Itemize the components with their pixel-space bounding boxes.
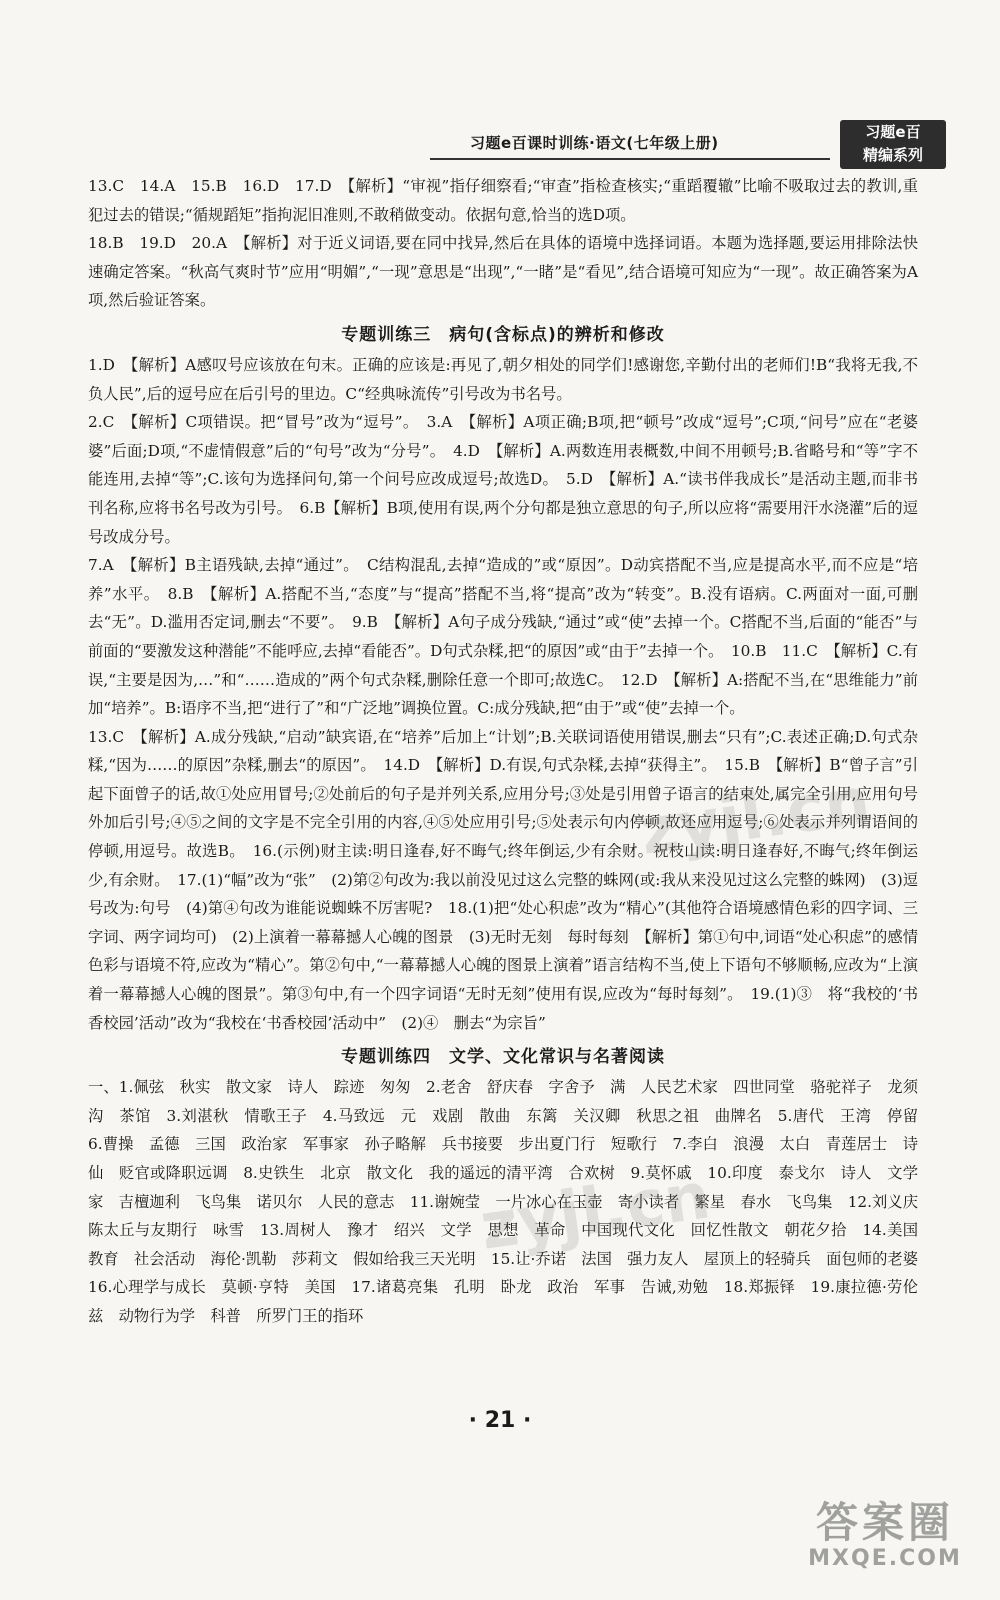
answer-paragraph: 1.D 【解析】A感叹号应该放在句末。正确的应该是:再见了,朝夕相处的同学们!感谢您,辛勤付出的老师们!B“我将无我,不负人民”,后的逗号应在后引号的里边。C“经典咏流传”引号改为书名号。	[88, 355, 918, 403]
answer-paragraph: 13.C 14.A 15.B 16.D 17.D 【解析】“审视”指仔细察看;“审查”指检查核实;“重蹈覆辙”比喻不吸取过去的教训,重犯过去的错误;“循规蹈矩”指拘泥旧准则,不敢稍做变动。依据句意,恰当的选D项。	[88, 177, 918, 224]
answer-paragraph: 13.C 【解析】A.成分残缺,“启动”缺宾语,在“培养”后加上“计划”;B.关联词语使用错误,删去“只有”;C.表述正确;D.句式杂糅,“因为……的原因”杂糅,删去“的原因”。 14.D 【解析】D.有误,句式杂糅,去掉“获得主”。 15.B 【解析】B“曾子言”引起下面曾子的话,故①处应用冒号;②处前后的句子是并列关系,应用分号;③处是引用曾子语言的结束处,属完全引用,应用句号外加后引号;④⑤之间的文字是不完全引用的内容,④⑤处应用引号;⑤处表示句内停顿,故还应用逗号;⑥处表示并列谓语间的停顿,用逗号。故选B。 16.(示例)财主读:明日逢春,好不晦气;终年倒运,少有余财。祝枝山读:明日逢春好,不晦气;终年倒运少,有余财。 17.(1)“幅”改为“张” (2)第②句改为:我以前没见过这么完整的蛛网(或:我从来没见过这么完整的蛛网) (3)逗号改为:句号 (4)第④句改为谁能说蜘蛛不厉害呢? 18.(1)把“处心积虑”改为“精心”(其他符合语境感情色彩的四字词、三字词、两字词均可) (2)上演着一幕幕撼人心魄的图景 (3)无时无刻 每时每刻 【解析】第①句中,词语“处心积虑”的感情色彩与语境不符,应改为“精心”。第②句中,“一幕幕撼人心魄的图景上演着”语言结构不当,使上下语句不够顺畅,应改为“上演着一幕幕撼人心魄的图景”。第③句中,有一个四字词语“无时无刻”使用有误,应改为“每时每刻”。 19.(1)③ 将“我校的‘书香校园’活动”改为“我校在‘书香校园’活动中” (2)④ 删去“为宗旨”	[88, 727, 918, 1032]
answer-paragraph: 一、1.佩弦 秋实 散文家 诗人 踪迹 匆匆 2.老舍 舒庆春 字舍予 满 人民艺术家 四世同堂 骆驼祥子 龙须沟 茶馆 3.刘湛秋 情歌王子 4.马致远 元 戏剧 散曲 东篱 关汉卿 秋思之祖 曲牌名 5.唐代 王湾 停留 6.曹操 孟德 三国 政治家 军事家 孙子略解 兵书接要 步出夏门行 短歌行 7.李白 浪漫 太白 青莲居士 诗仙 贬官或降职远调 8.史铁生 北京 散文化 我的遥远的清平湾 合欢树 9.莫怀戚 10.印度 泰戈尔 诗人 文学家 吉檀迦利 飞鸟集 诺贝尔 人民的意志 11.谢婉莹 一片冰心在玉壶 寄小读者 繁星 春水 飞鸟集 12.刘义庆 陈太丘与友期行 咏雪 13.周树人 豫才 绍兴 文学 思想 革命 中国现代文化 回忆性散文 朝花夕拾 14.美国 教育 社会活动 海伦·凯勒 莎莉文 假如给我三天光明 15.让·乔诺 法国 强力友人 屋顶上的轻骑兵 面包师的老婆 16.心理学与成长 莫顿·亨特 美国 17.诸葛亮集 孔明 卧龙 政治 军事 告诫,劝勉 18.郑振铎 19.康拉德·劳伦兹 动物行为学 科普 所罗门王的指环	[88, 1078, 934, 1325]
series-badge	[840, 120, 946, 169]
series-badge-line2: 精编系列	[862, 146, 923, 164]
corner-watermark-cn: 答案圈	[815, 1498, 954, 1547]
section-heading: 专题训练四 文学、文化常识与名著阅读	[341, 1047, 665, 1068]
corner-watermark	[790, 1490, 980, 1571]
header-rule	[430, 158, 830, 160]
answer-paragraph: 18.B 19.D 20.A 【解析】对于近义词语,要在同中找异,然后在具体的语境中选择词语。本题为选择题,要运用排除法快速确定答案。“秋高气爽时节”应用“明媚”,“一现”意思是“出现”,“一睹”是“看见”,结合语境可知应为“一现”。故正确答案为A项,然后验证答案。	[88, 234, 918, 310]
running-header-title: 习题e百课时训练·语文(七年级上册)	[470, 134, 719, 152]
watermark-logo: zyjl.cn	[635, 764, 875, 870]
answer-paragraph: 2.C 【解析】C项错误。把“冒号”改为“逗号”。 3.A 【解析】A项正确;B项,把“顿号”改成“逗号”;C项,“问号”应在“老婆婆”后面;D项,“不虚情假意”后的“句号”改为“分号”。 4.D 【解析】A.两数连用表概数,中间不用顿号;B.省略号和“等”字不能连用,去掉“等”;C.该句为选择问句,第一个问号应改成逗号;故选D。 5.D 【解析】A.“读书伴我成长”是活动主题,而非书刊名称,应将书名号改为引号。 6.B【解析】B项,使用有误,两个分句都是独立意思的句子,所以应将“需要用汗水浇灌”后的逗号改成分号。	[88, 413, 918, 546]
corner-watermark-en: MXQE.COM	[808, 1546, 962, 1571]
answer-paragraph: 7.A 【解析】B主语残缺,去掉“通过”。 C结构混乱,去掉“造成的”或“原因”。D动宾搭配不当,应是提高水平,而不应是“培养”水平。 8.B 【解析】A.搭配不当,“态度”与“提高”搭配不当,将“提高”改为“转变”。B.没有语病。C.两面对一面,可删去“无”。D.滥用否定词,删去“不要”。 9.B 【解析】A句子成分残缺,“通过”或“使”去掉一个。C搭配不当,后面的“能否”与前面的“要激发这种潜能”不能呼应,去掉“看能否”。D句式杂糅,把“的原因”或“由于”去掉一个。 10.B 11.C 【解析】C.有误,“主要是因为,…”和“……造成的”两个句式杂糅,删除任意一个即可;故选C。 12.D 【解析】A:搭配不当,在“思维能力”前加“培养”。B:语序不当,把“进行了”和“广泛地”调换位置。C:成分残缺,把“由于”或“使”去掉一个。	[88, 556, 918, 718]
section-heading: 专题训练三 病句(含标点)的辨析和修改	[341, 324, 665, 345]
page-number: · 21 ·	[468, 1408, 532, 1433]
series-badge-line1: 习题e百	[865, 123, 921, 141]
answer-body	[88, 172, 934, 1331]
watermark-logo: zyjl.cn	[475, 1159, 715, 1265]
